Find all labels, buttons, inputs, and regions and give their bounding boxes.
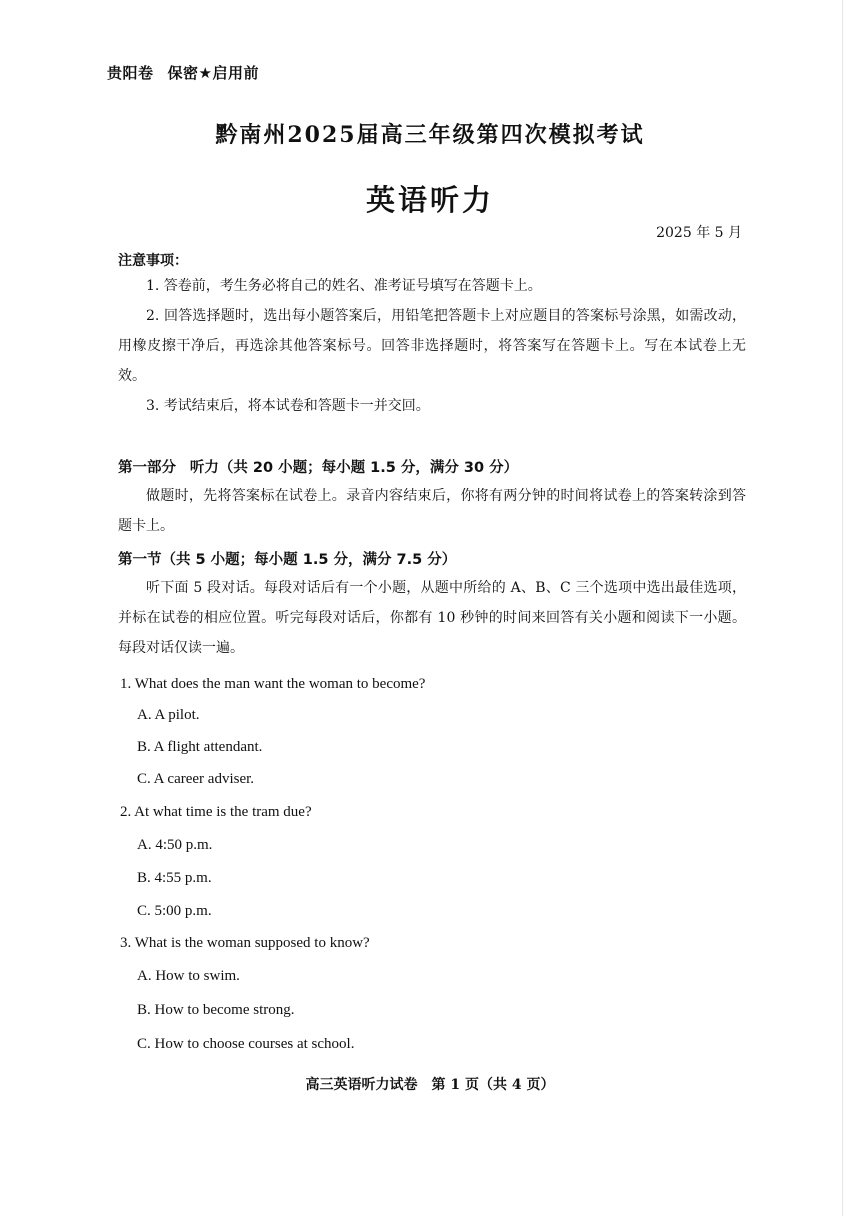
exam-subtitle: 英语听力	[365, 183, 494, 217]
question-1-option-a: A. A pilot.	[137, 707, 200, 723]
notice-item: 2. 回答选择题时，选出每小题答案后，用铅笔把答题卡上对应题目的答案标号涂黑，如需改动，用橡皮擦干净后，再选涂其他答案标号。回答非选择题时，将答案写在答题卡上。写在本试卷上无效。	[118, 308, 746, 384]
section1-instruction: 听下面 5 段对话。每段对话后有一个小题，从题中所给的 A、B、C 三个选项中选出最佳选项，并标在试卷的相应位置。听完每段对话后，你都有 10 秒钟的时间来回答有关小题和阅读下一小题。每段对话仅读一遍。	[118, 580, 746, 656]
section1-heading-label: 第一节（共 5 小题；每小题 1.5 分，满分 7.5 分）	[118, 552, 457, 568]
section1-heading	[118, 548, 456, 569]
page-footer: 高三英语听力试卷 第 1 页（共 4 页）	[305, 1077, 555, 1093]
part1-instruction: 做题时，先将答案标在试卷上。录音内容结束后，你将有两分钟的时间将试卷上的答案转涂到答题卡上。	[118, 488, 746, 534]
question-2-option-b: B. 4:55 p.m.	[137, 870, 212, 886]
notice-item: 1. 答卷前，考生务必将自己的姓名、准考证号填写在答题卡上。	[146, 278, 542, 294]
question-1-option-b: B. A flight attendant.	[137, 739, 263, 755]
notice-item: 3. 考试结束后，将本试卷和答题卡一并交回。	[146, 398, 430, 414]
part1-heading-label: 第一部分	[118, 460, 176, 476]
confidential-label: 保密★启用前	[167, 64, 259, 82]
exam-date: 2025 年 5 月	[656, 225, 742, 241]
question-3-option-c: C. How to choose courses at school.	[137, 1036, 355, 1052]
question-3-option-a: A. How to swim.	[137, 968, 240, 984]
part1-heading	[118, 456, 518, 477]
question-2: 2. At what time is the tram due?	[120, 804, 312, 820]
notice-title: 注意事项：	[118, 253, 188, 269]
part1-heading-detail: 听力（共 20 小题；每小题 1.5 分，满分 30 分）	[189, 460, 519, 476]
question-1: 1. What does the man want the woman to become?	[120, 676, 426, 692]
page-header	[107, 62, 259, 83]
scan-edge-divider	[842, 0, 843, 1216]
region-label: 贵阳卷	[107, 64, 154, 82]
question-3: 3. What is the woman supposed to know?	[120, 935, 370, 951]
question-3-option-b: B. How to become strong.	[137, 1002, 295, 1018]
question-2-option-c: C. 5:00 p.m.	[137, 903, 212, 919]
exam-title: 黔南州2025届高三年级第四次模拟考试	[215, 122, 645, 148]
question-1-option-c: C. A career adviser.	[137, 771, 255, 787]
question-2-option-a: A. 4:50 p.m.	[137, 837, 213, 853]
